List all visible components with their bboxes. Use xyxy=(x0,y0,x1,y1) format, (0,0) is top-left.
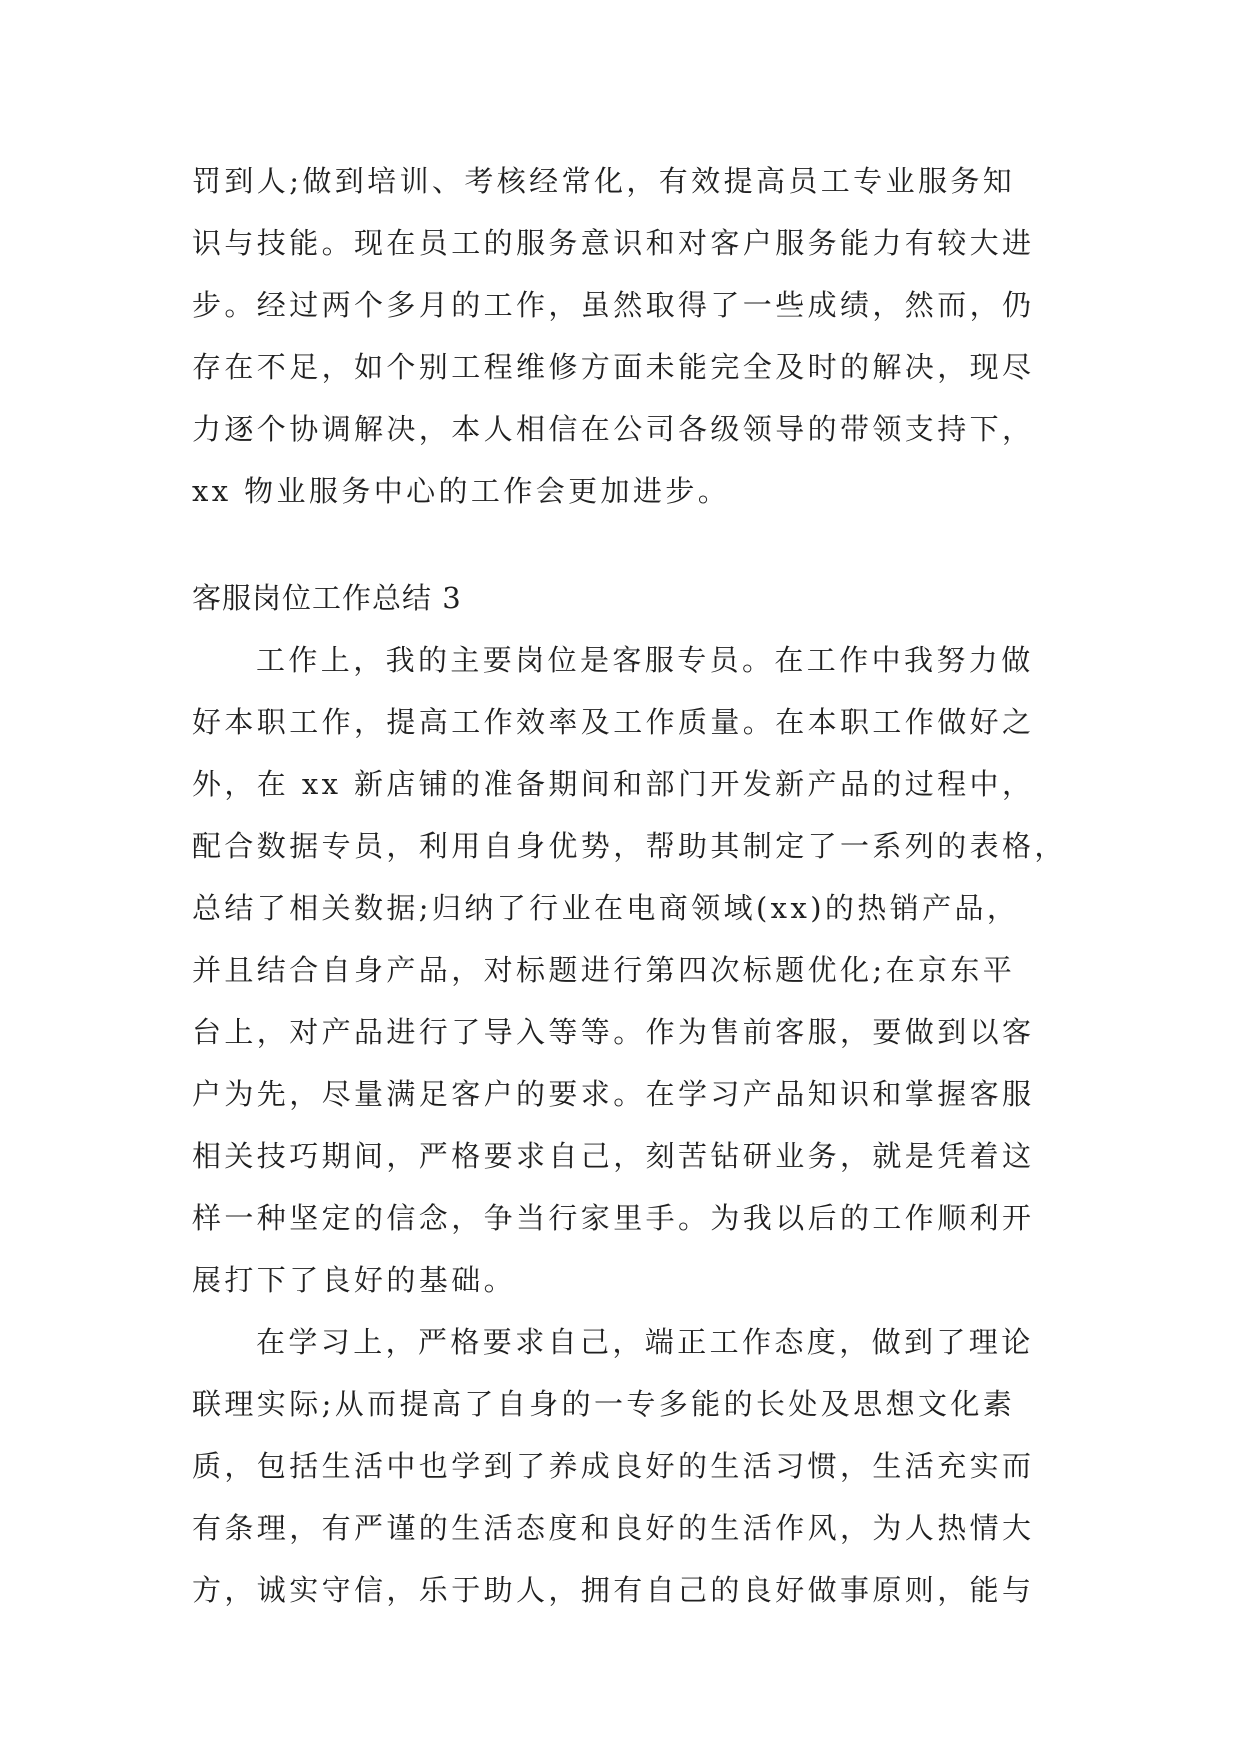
paragraph-2-line-1: 工作上，我的主要岗位是客服专员。在工作中我努力做 xyxy=(256,643,1034,677)
paragraph-1-line-6: xx 物业服务中心的工作会更加进步。 xyxy=(192,474,731,508)
paragraph-2-line-6: 并且结合自身产品，对标题进行第四次标题优化;在京东平 xyxy=(192,953,1016,987)
paragraph-2-line-4: 配合数据专员，利用自身优势，帮助其制定了一系列的表格， xyxy=(192,829,1067,863)
paragraph-2-line-3: 外，在 xx 新店铺的准备期间和部门开发新产品的过程中， xyxy=(192,767,1035,801)
paragraph-2-line-5: 总结了相关数据;归纳了行业在电商领域(xx)的热销产品， xyxy=(192,891,1020,925)
paragraph-3-line-3: 质，包括生活中也学到了养成良好的生活习惯，生活充实而 xyxy=(192,1449,1035,1483)
paragraph-3-line-4: 有条理，有严谨的生活态度和良好的生活作风，为人热情大 xyxy=(192,1511,1035,1545)
section-title: 客服岗位工作总结 3 xyxy=(192,581,462,615)
paragraph-1-line-3: 步。经过两个多月的工作，虽然取得了一些成绩，然而，仍 xyxy=(192,288,1035,322)
paragraph-2-line-11: 展打下了良好的基础。 xyxy=(192,1263,517,1297)
paragraph-1-line-1: 罚到人;做到培训、考核经常化，有效提高员工专业服务知 xyxy=(192,164,1016,198)
paragraph-2-line-10: 样一种坚定的信念，争当行家里手。为我以后的工作顺利开 xyxy=(192,1201,1035,1235)
paragraph-1-line-2: 识与技能。现在员工的服务意识和对客户服务能力有较大进 xyxy=(192,226,1035,260)
paragraph-2-line-8: 户为先，尽量满足客户的要求。在学习产品知识和掌握客服 xyxy=(192,1077,1035,1111)
paragraph-3-line-5: 方，诚实守信，乐于助人，拥有自己的良好做事原则，能与 xyxy=(192,1573,1035,1607)
paragraph-3-line-2: 联理实际;从而提高了自身的一专多能的长处及思想文化素 xyxy=(192,1387,1016,1421)
paragraph-1-line-5: 力逐个协调解决，本人相信在公司各级领导的带领支持下， xyxy=(192,412,1035,446)
paragraph-2-line-9: 相关技巧期间，严格要求自己，刻苦钻研业务，就是凭着这 xyxy=(192,1139,1035,1173)
paragraph-2-line-7: 台上，对产品进行了导入等等。作为售前客服，要做到以客 xyxy=(192,1015,1035,1049)
paragraph-3-line-1: 在学习上，严格要求自己，端正工作态度，做到了理论 xyxy=(256,1325,1034,1359)
paragraph-1-line-4: 存在不足，如个别工程维修方面未能完全及时的解决，现尽 xyxy=(192,350,1035,384)
paragraph-2-line-2: 好本职工作，提高工作效率及工作质量。在本职工作做好之 xyxy=(192,705,1035,739)
